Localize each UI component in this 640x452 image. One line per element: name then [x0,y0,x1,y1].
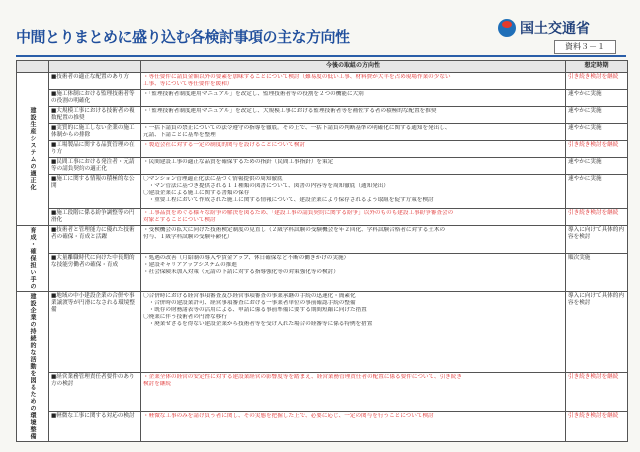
ministry-emblem-icon [498,19,516,37]
direction-line: ・マン管法に基づき提供される１１種類の図書について、図書の内容等を周知徹底（通知発出） [143,183,389,189]
direction-cell [141,141,566,158]
direction-cell [141,292,566,373]
header-rule [16,55,626,57]
item-cell: ■施工段階に係る紛争調整等の円滑化 [49,209,141,226]
direction-line: ・民間建設工事の適正な品質を確保するための指針（民間工事指針）を策定 [143,159,334,165]
timing-cell: 引き続き検討を継続 [566,373,628,412]
direction-cell [141,411,566,441]
direction-cell [141,158,566,175]
item-cell: ■軽微な工事に関する対応の検討 [49,411,141,441]
document-id: 資料３－１ [554,40,616,54]
direction-line: ・受検機会の拡大に向けた技術検定制度の見直し（２級学科試験の受験機会を年２回化、学科試験合格者に対する土木の [143,227,446,233]
ministry-logo [498,18,590,38]
timing-cell: 速やかに実施 [566,124,628,141]
item-cell: ■地域の中小建設企業の合併や事業譲渡等が円滑になされる環境整備 [49,292,141,373]
item-cell: ■実質的に施工しない企業の施工体制からの排除 [49,124,141,141]
table-row [17,292,628,373]
table-row [17,158,628,175]
item-cell: ■施工に関する情報の積極的な公開 [49,175,141,209]
direction-line: 〇建設企業による施工に関する書類の保存 [143,190,250,196]
category-cell: 育成・確保担い手の [17,226,49,292]
timing-cell: 速やかに実施 [566,90,628,107]
direction-cell [141,373,566,412]
timing-cell: 速やかに実施 [566,158,628,175]
table-row [17,411,628,441]
direction-cell [141,107,566,124]
table-row [17,73,628,90]
direction-line: 〇マンション管理適正化法に基づく情報提供の周知徹底 [143,176,283,182]
item-cell: ■経営業務管理責任者要件のあり方の検討 [49,373,141,412]
timing-cell: 引き続き検討を継続 [566,411,628,441]
direction-line: 付与、１級学科試験の受験年齢化） [143,234,233,240]
table-row [17,141,628,158]
category-cell: 建設企業の持続的な活動を図るための環境整備 [17,292,49,442]
timing-cell: 導入に向けて具体的内容を検討 [566,292,628,373]
table-body [17,73,628,442]
direction-line: 対象とすることについて検討 [143,217,216,223]
table-row [17,209,628,226]
item-cell: ■民間工事における発注者・元請等の請負契約の適正化 [49,158,141,175]
item-cell: ■技術者の適正な配置のあり方 [49,73,141,90]
timing-cell: 速やかに実施 [566,107,628,124]
direction-line: ・建設キャリアアップシステムの推進 [143,262,237,269]
direction-line: 〇合併時における経営事項審査及び経営事項審査の事業承継の手続の迅速化・簡素化 [143,293,356,299]
table-row [17,373,628,412]
direction-line: ・軽微な工事のみを請け負う者に関し、その実態を把握した上で、必要に応じ、一定の関与を行うことについて検討 [143,412,434,419]
direction-line: ・製造会社に対する一定の制度的関与を設けることについて検討 [143,142,306,148]
header-item [49,61,141,73]
timing-cell: 引き続き検討を継続 [566,209,628,226]
direction-cell [141,226,566,254]
timing-cell: 順次実施 [566,254,628,292]
policy-table [16,60,628,442]
direction-cell [141,254,566,292]
header-category [17,61,49,73]
item-cell: ■大量離職時代に向けた中長期的な技能労働者の確保・育成 [49,254,141,292]
timing-cell: 速やかに実施 [566,175,628,209]
table-row [17,90,628,107]
header-timing: 想定時期 [566,61,628,73]
direction-line: ・廃業せざるを得ない建設企業から技術者等を受け入れた場合の経審等に係る特例を措置 [143,321,373,327]
timing-cell: 引き続き検討を継続 [566,141,628,158]
logo-text: 国土交通省 [520,21,590,37]
direction-line: ・「監理技術者制度運用マニュアル」を改定し、監理技術者等の役割を２つの機能に大別 [143,91,364,97]
direction-line: ・重要工程において作成された施工に関する情報について、建設企業により保存されるよう取組を促す方策を検討 [143,197,434,203]
item-cell: ■工場製品に関する品質管理の在り方 [49,141,141,158]
category-cell: 建設生産システムの適正化 [17,73,49,226]
direction-line: ・合併時の建設業許可、経営事項審査における一事業者単位の事前確認手続の整備 [143,300,356,306]
table-row [17,175,628,209]
direction-line: ・処遇の改善（月給制の導入や賃金アップ、休日確保など不断の働きかけの実施） [143,255,350,262]
direction-line: 〇廃業に伴う技術者の円滑な移行 [143,314,227,320]
direction-line: ・既存の財務諸表等の活用による、申請に係る事前準備に要する期間短縮に向けた措置 [143,307,367,313]
table-row [17,107,628,124]
timing-cell: 導入に向けて具体的内容を検討 [566,226,628,254]
direction-cell [141,175,566,209]
direction-cell [141,209,566,226]
header-direction: 今後の取組の方向性 [141,61,566,73]
direction-cell [141,124,566,141]
table-header-row [17,61,628,73]
item-cell: ■施工体制における監理技術者等の役割の明確化 [49,90,141,107]
direction-line: ・社会保険未加入対策（元請の下請に対する指導強化等の対策強化等の検討） [143,269,339,276]
direction-line: 工事、等について専任要件を緩和） [143,81,233,87]
direction-line: ・専任要件に請負金額以外の要素を加味することについて検討（難易度の低い工事、材料費が大半を占め現場作業の少ない [143,74,451,80]
direction-cell [141,90,566,107]
timing-cell: 引き続き検討を継続 [566,73,628,90]
table-row [17,254,628,292]
page-title: 中間とりまとめに盛り込む各検討事項の主な方向性 [16,28,350,46]
direction-line: ・工事品質をめぐる様々な紛争の解決を図るため、「建設工事の請負契約に関する紛争」以外のものも建設工事紛争審査会の [143,210,454,216]
direction-line: 元請、下請ごとに基準を整理 [143,132,216,138]
direction-line: 検討を継続 [143,381,171,388]
table-row [17,226,628,254]
direction-line: ・一括下請負の禁止についての法令遵守の指導を徹底。その上で、一括下請負の判断基準の明確化に関する通知を発出し、 [143,125,451,131]
direction-line: ・「監理技術者制度運用マニュアル」を改定し、大規模工事における監理技術者等を補佐する者の積極的な配置を推奨 [143,108,437,114]
item-cell: ■技術者と管理能力に優れた技術者の確保・育成と活躍 [49,226,141,254]
table-row [17,124,628,141]
direction-line: ・企業全体の経営の安定性に対する建設業経営の影響度等を踏まえ、経営業務管理責任者の配置に係る要件について、引き続き [143,374,462,381]
item-cell: ■大規模工事における技術者の複数配置の推奨 [49,107,141,124]
direction-cell [141,73,566,90]
